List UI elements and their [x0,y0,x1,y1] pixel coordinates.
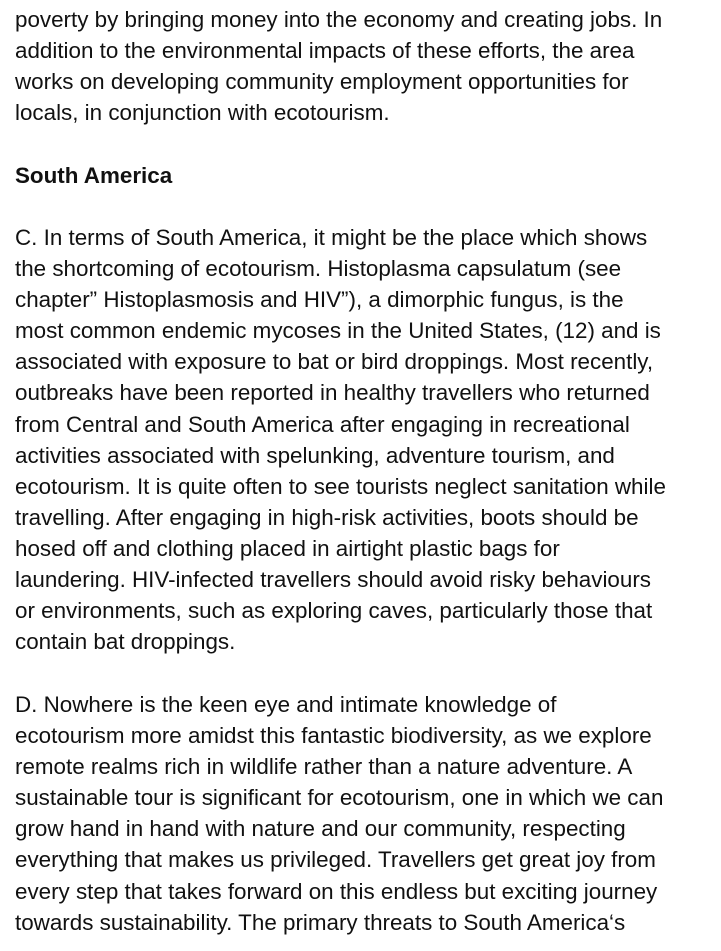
section-heading-south-america: South America [15,163,173,188]
paragraph-top: poverty by bringing money into the economy and creating jobs. In addition to the environmental impacts of these efforts, the area works on developing community employment opportunities for locals, in conjunction with ecotourism. [15,7,663,126]
paragraph-d: D. Nowhere is the keen eye and intimate knowledge of ecotourism more amidst this fantastic biodiversity, as we explore remote realms rich in wildlife rather than a nature adventure. A sustainable tour is significant for ecotourism, one in which we can grow hand in hand with nature and our community, respecting everything that makes us privileged. Travellers get great joy from every step that takes forward on this endless but exciting journey towards sustainability. The primary threats to South America‘s [15,692,664,935]
paragraph-c: C. In terms of South America, it might be the place which shows the shortcoming of ecotourism. Histoplasma capsulatum (see chapter” Histoplasmosis and HIV”), a dimorphic fungus, is the most common endemic mycoses in the United States, (12) and is associated with exposure to bat or bird droppings. Most recently, outbreaks have been reported in healthy travellers who returned from Central and South America after engaging in recreational activities associated with spelunking, adventure tourism, and ecotourism. It is quite often to see tourists neglect sanitation while travelling. After engaging in high-risk activities, boots should be hosed off and clothing placed in airtight plastic bags for laundering. HIV-infected travellers should avoid risky behaviours or environments, such as exploring caves, particularly those that contain bat droppings. [15,225,666,655]
